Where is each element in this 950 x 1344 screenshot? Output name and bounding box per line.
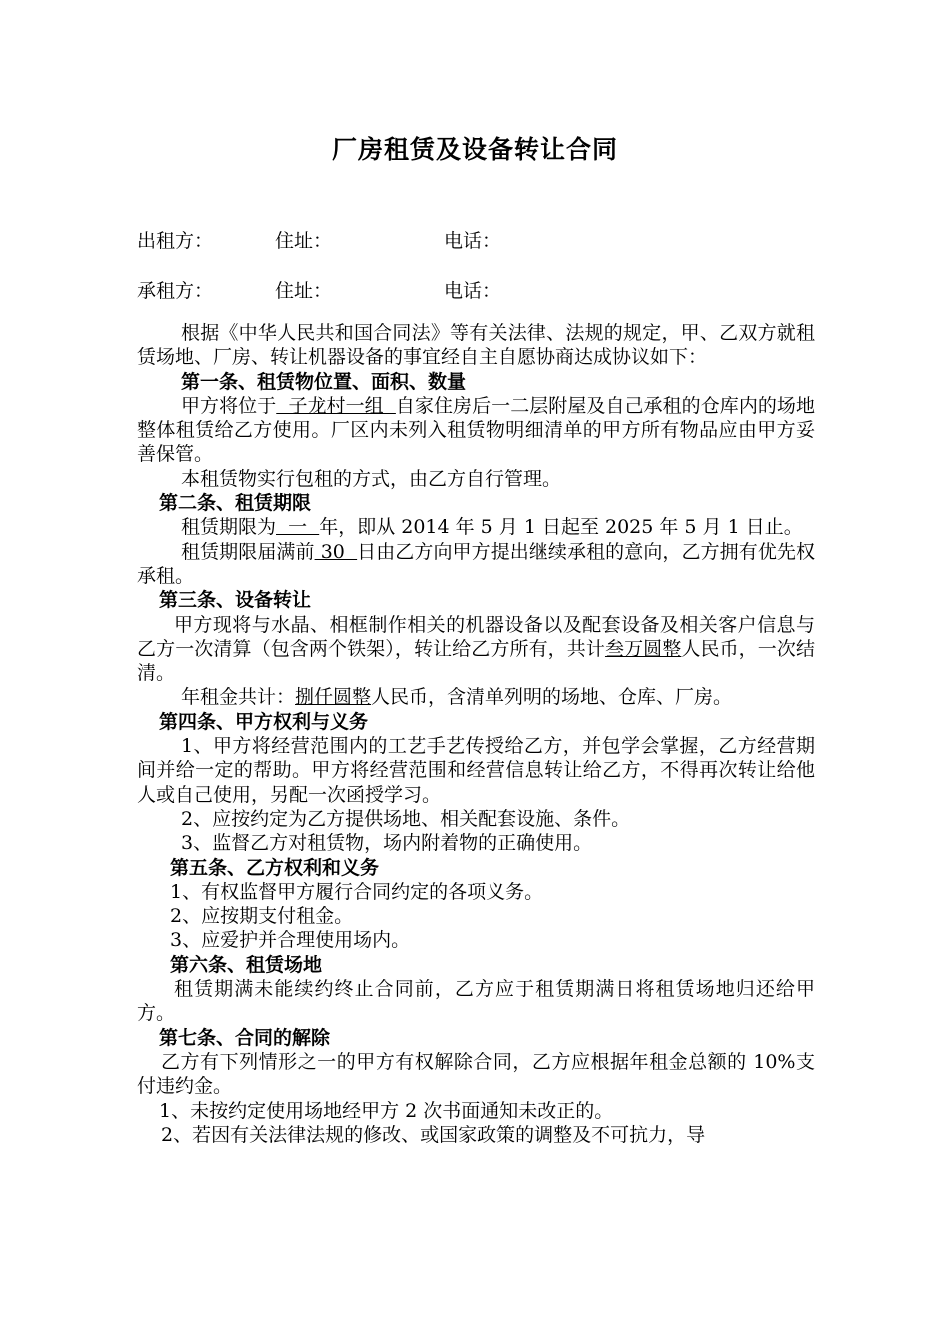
lessee-address-label: 住址： xyxy=(275,280,333,302)
text-run: 租赁期限届满前 xyxy=(181,540,315,563)
text-run: 人民币，一次结清。 xyxy=(137,637,815,685)
text-run: 年，即从 2014 年 5 月 1 日起至 2025 年 5 月 1 日止。 xyxy=(319,516,803,539)
text-run: 日由乙方向甲方提出继续承租的意向，乙方拥有优先权承租。 xyxy=(137,540,815,587)
text-run: 租赁期限为 xyxy=(181,516,277,539)
article-4-item-3: 3、监督乙方对租赁物，场内附着物的正确使用。 xyxy=(181,832,593,855)
article-2-paragraph-2 xyxy=(137,540,815,589)
article-4-heading: 第四条、甲方权利与义务 xyxy=(159,710,369,733)
article-7-paragraph-1: 乙方有下列情形之一的甲方有权解除合同，乙方应根据年租金总额的 10%支付违约金。 xyxy=(137,1050,815,1098)
contract-body xyxy=(137,321,815,1147)
lease-years-field: 一 xyxy=(276,516,320,539)
article-6-paragraph-1: 租赁期满未能续约终止合同前，乙方应于租赁期满日将租赁场地归还给甲方。 xyxy=(137,978,815,1025)
notice-days-field: 30 xyxy=(314,540,358,563)
text-run: 年租金共计： xyxy=(181,686,296,709)
lessee-label: 承租方： xyxy=(137,280,214,302)
intro-paragraph: 根据《中华人民共和国合同法》等有关法律、法规的规定，甲、乙双方就租赁场地、厂房、转让机器设备的事宜经自主自愿协商达成协议如下： xyxy=(137,322,815,369)
transfer-amount-field: 叁万圆整 xyxy=(604,637,682,660)
article-2-heading: 第二条、租赁期限 xyxy=(159,492,312,515)
text-run: 人民币，含清单列明的场地、仓库、厂房。 xyxy=(371,686,733,709)
article-1-paragraph-2: 本租赁物实行包租的方式，由乙方自行管理。 xyxy=(181,467,562,490)
location-field: 子龙村一组 xyxy=(276,394,396,417)
lessee-phone-label: 电话： xyxy=(444,280,502,302)
article-1-heading: 第一条、租赁物位置、面积、数量 xyxy=(181,370,467,393)
article-1-paragraph-1 xyxy=(137,394,815,467)
annual-rent-field: 捌仟圆整 xyxy=(295,686,372,709)
article-7-heading: 第七条、合同的解除 xyxy=(159,1026,331,1049)
article-7-item-1: 1、未按约定使用场地经甲方 2 次书面通知未改正的。 xyxy=(159,1099,614,1122)
lessor-phone-label: 电话： xyxy=(444,230,502,252)
article-5-item-1: 1、有权监督甲方履行合同约定的各项义务。 xyxy=(170,880,544,903)
lessor-address-label: 住址： xyxy=(275,230,333,252)
article-5-item-2: 2、应按期支付租金。 xyxy=(170,905,354,928)
page-title: 厂房租赁及设备转让合同 xyxy=(331,135,618,164)
text-run: 甲方将位于 xyxy=(181,394,277,417)
article-5-heading: 第五条、乙方权利和义务 xyxy=(170,856,380,879)
text-run: 自家住房后一二层附屋及自己承租的仓库内的场地整体租赁给乙方使用。厂区内未列入租赁物明细清单的甲方所有物品应由甲方妥善保管。 xyxy=(137,394,815,466)
article-5-item-3: 3、应爱护并合理使用场内。 xyxy=(170,929,411,952)
article-4-item-2: 2、应按约定为乙方提供场地、相关配套设施、条件。 xyxy=(181,807,631,830)
article-3-paragraph-1 xyxy=(137,613,815,686)
article-4-item-1: 1、甲方将经营范围内的工艺手艺传授给乙方，并包学会掌握，乙方经营期间并给一定的帮助。甲方将经营范围和经营信息转让给乙方，不得再次转让给他人或自己使用，另配一次函授学习。 xyxy=(137,735,815,806)
text-run: 甲方现将与水晶、相框制作相关的机器设备以及配套设备及相关客户信息与乙方一次清算（包含两个铁架），转让给乙方所有，共计 xyxy=(137,613,815,660)
article-7-item-2: 2、若因有关法律法规的修改、或国家政策的调整及不可抗力，导 xyxy=(161,1123,706,1146)
lessor-label: 出租方： xyxy=(137,230,214,252)
article-6-heading: 第六条、租赁场地 xyxy=(170,953,323,976)
article-3-heading: 第三条、设备转让 xyxy=(159,589,312,612)
article-3-paragraph-2 xyxy=(137,685,815,709)
article-2-paragraph-1 xyxy=(137,515,815,539)
